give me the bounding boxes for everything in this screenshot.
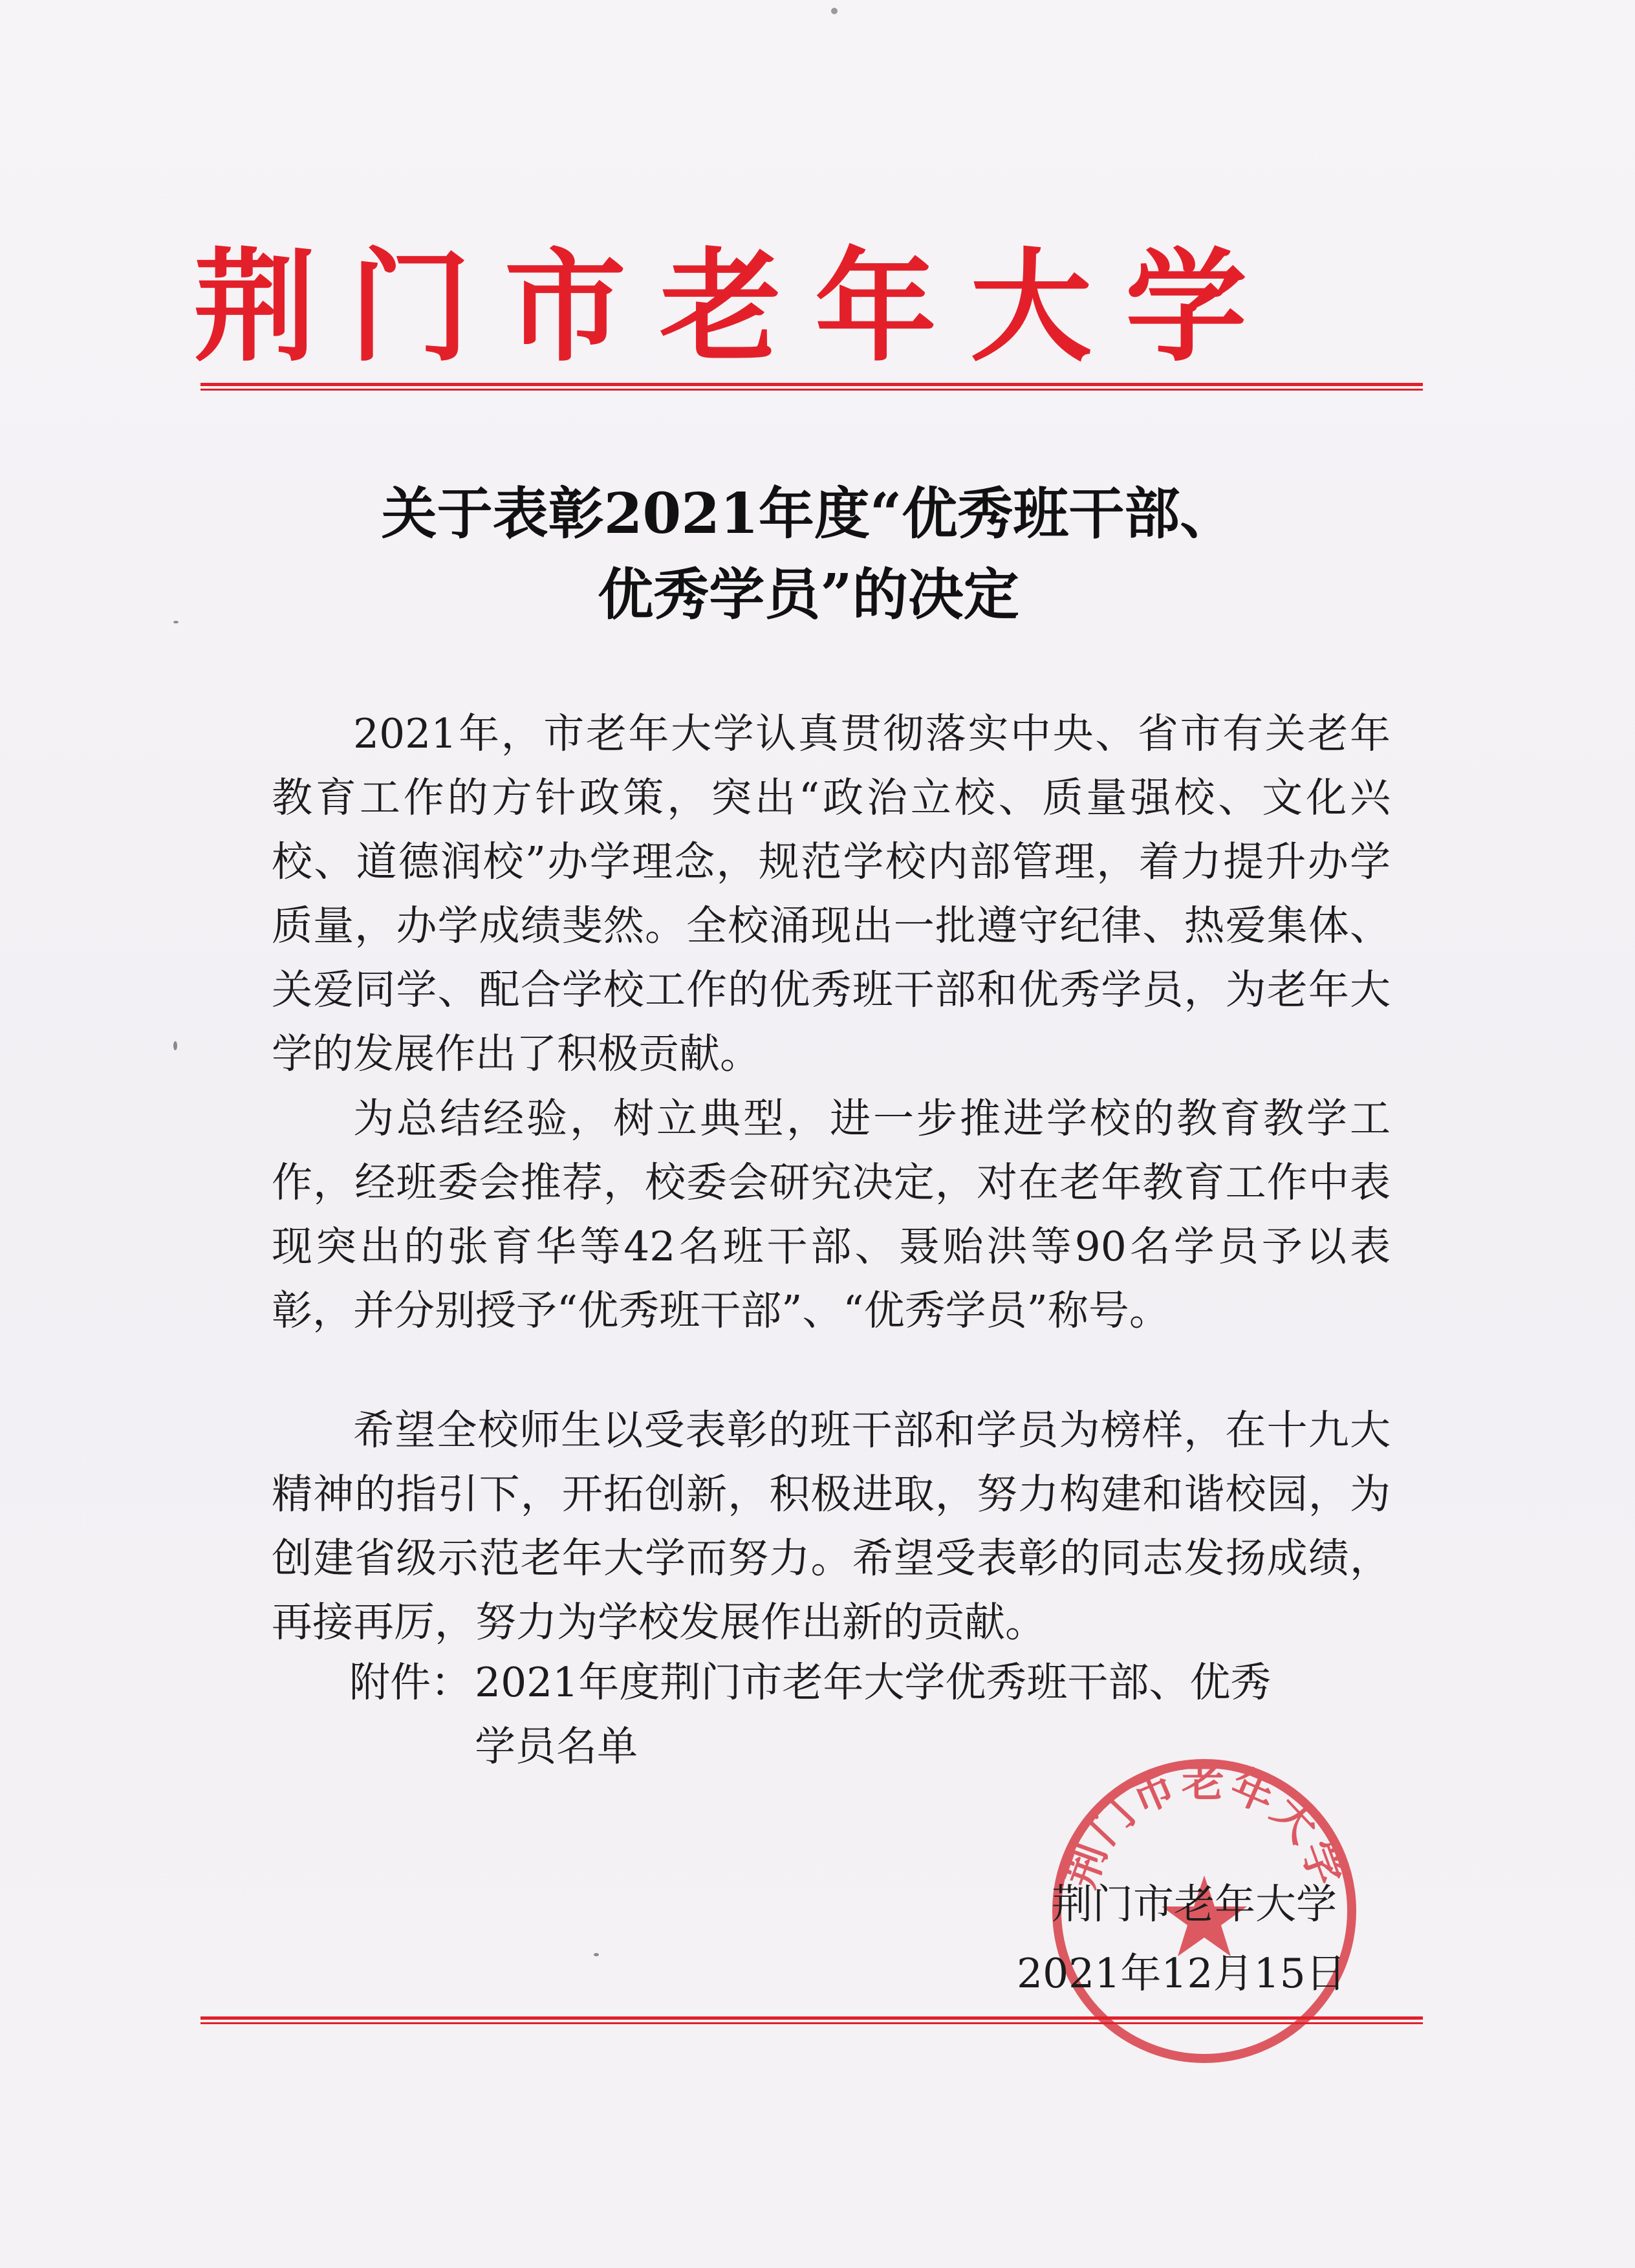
- scan-speck: [594, 1953, 599, 1956]
- signature-date: 2021年12月15日: [1017, 1950, 1347, 1997]
- body-paragraph: 希望全校师生以受表彰的班干部和学员为榜样，在十九大精神的指引下，开拓创新，积极进取，努力构建和谐校园，为创建省级示范老年大学而努力。希望受表彰的同志发扬成绩，再接再厉，努力为学校发展作出新的贡献。: [272, 1407, 1391, 1646]
- seal-text: 荆门市老年大学: [1054, 1755, 1354, 1894]
- scan-speck: [173, 1041, 177, 1050]
- document-title-line1: 关于表彰2021年度“优秀班干部、: [381, 481, 1236, 546]
- letterhead-divider: [200, 383, 1423, 392]
- scan-speck: [173, 621, 179, 623]
- body-paragraph: 为总结经验，树立典型，进一步推进学校的教育教学工作，经班委会推荐，校委会研究决定，对在老年教育工作中表现突出的张育华等42名班干部、聂贻洪等90名学员予以表彰，并分别授予“优秀班干部”、“优秀学员”称号。: [272, 1095, 1391, 1334]
- signature-org: 荆门市老年大学: [1052, 1881, 1337, 1928]
- attachment-line1: [349, 1650, 1271, 1714]
- document-title-line2: 优秀学员”的决定: [598, 562, 1019, 627]
- footer-divider: [200, 2016, 1423, 2025]
- scan-mark: [831, 8, 838, 14]
- attachment-label: 附件：: [349, 1659, 471, 1706]
- attachment-line2: 学员名单: [475, 1723, 638, 1770]
- attachment-text: 2021年度荆门市老年大学优秀班干部、优秀: [475, 1659, 1272, 1706]
- letterhead-title: 荆门市老年大学: [194, 235, 1281, 378]
- body-paragraph: 2021年，市老年大学认真贯彻落实中央、省市有关老年教育工作的方针政策，突出“政治立校、质量强校、文化兴校、道德润校”办学理念，规范学校内部管理，着力提升办学质量，办学成绩斐然。全校涌现出一批遵守纪律、热爱集体、关爱同学、配合学校工作的优秀班干部和优秀学员，为老年大学的发展作出了积极贡献。: [272, 710, 1391, 1077]
